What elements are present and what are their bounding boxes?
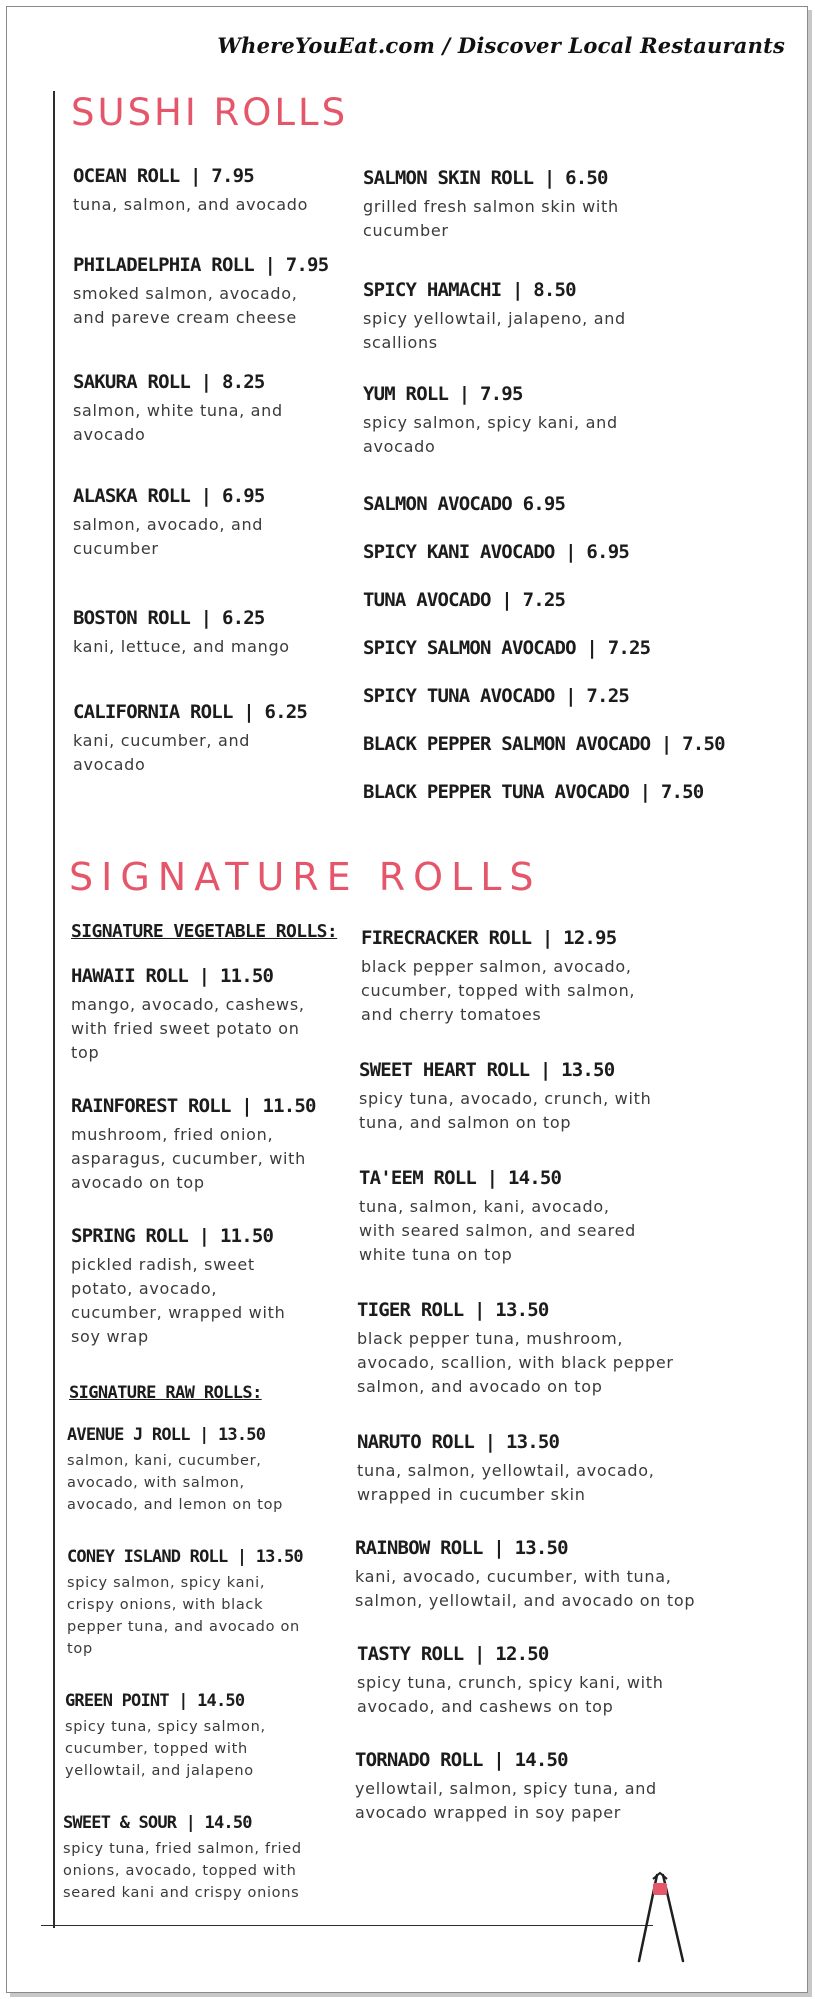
menu-item <box>73 701 308 777</box>
item-desc: kani, avocado, cucumber, with tuna, salmon, yellowtail, and avocado on top <box>355 1567 696 1610</box>
item-name: AVENUE J ROLL | 13.50 <box>67 1425 266 1445</box>
menu-item <box>363 493 565 515</box>
item-desc: spicy salmon, spicy kani, crispy onions, with black pepper tuna, and avocado on top <box>67 1575 300 1657</box>
menu-item <box>363 733 725 755</box>
menu-item <box>363 279 653 355</box>
item-desc: spicy yellowtail, jalapeno, and scallions <box>363 309 626 352</box>
item-desc: spicy tuna, crunch, spicy kani, with avocado, and cashews on top <box>357 1673 664 1716</box>
left-border-line <box>53 91 55 1928</box>
item-name: SALMON AVOCADO 6.95 <box>363 493 566 515</box>
item-name: BLACK PEPPER SALMON AVOCADO | 7.50 <box>363 733 725 755</box>
item-name: FIRECRACKER ROLL | 12.95 <box>361 927 617 949</box>
chopsticks-icon <box>633 1869 689 1965</box>
menu-item <box>73 254 333 330</box>
item-desc: kani, lettuce, and mango <box>73 637 290 656</box>
item-name: YUM ROLL | 7.95 <box>363 383 523 405</box>
item-desc: spicy tuna, fried salmon, fried onions, avocado, topped with seared kani and crispy onions <box>63 1841 302 1901</box>
item-name: CONEY ISLAND ROLL | 13.50 <box>67 1547 303 1567</box>
item-name: CALIFORNIA ROLL | 6.25 <box>73 701 308 723</box>
item-desc: spicy tuna, avocado, crunch, with tuna, and salmon on top <box>359 1089 652 1132</box>
item-name: HAWAII ROLL | 11.50 <box>71 965 274 987</box>
menu-item <box>73 165 348 217</box>
item-name: RAINBOW ROLL | 13.50 <box>355 1537 568 1559</box>
signature-rolls-title: SIGNATURE ROLLS <box>69 855 542 899</box>
menu-item <box>363 589 565 611</box>
item-name: TORNADO ROLL | 14.50 <box>355 1749 568 1771</box>
item-desc: mango, avocado, cashews, with fried sweet potato on top <box>71 995 305 1062</box>
item-name: OCEAN ROLL | 7.95 <box>73 165 254 187</box>
menu-item <box>357 1431 657 1507</box>
item-desc: kani, cucumber, and avocado <box>73 731 251 774</box>
item-name: SAKURA ROLL | 8.25 <box>73 371 265 393</box>
item-name: SWEET HEART ROLL | 13.50 <box>359 1059 615 1081</box>
item-name: TIGER ROLL | 13.50 <box>357 1299 549 1321</box>
menu-item <box>71 1225 311 1349</box>
site-header[interactable]: WhereYouEat.com / Discover Local Restaurants <box>217 33 785 58</box>
item-name: TASTY ROLL | 12.50 <box>357 1643 549 1665</box>
menu-page <box>6 6 808 1993</box>
menu-item <box>363 637 650 659</box>
item-desc: salmon, avocado, and cucumber <box>73 515 264 558</box>
menu-item <box>71 965 331 1065</box>
menu-item <box>361 927 661 1027</box>
menu-item <box>363 383 653 459</box>
item-name: TA'EEM ROLL | 14.50 <box>359 1167 562 1189</box>
menu-item <box>359 1167 649 1267</box>
item-name: PHILADELPHIA ROLL | 7.95 <box>73 254 329 276</box>
item-name: BLACK PEPPER TUNA AVOCADO | 7.50 <box>363 781 704 803</box>
item-name: TUNA AVOCADO | 7.25 <box>363 589 566 611</box>
sushi-rolls-title: SUSHI ROLLS <box>71 91 349 134</box>
menu-item <box>63 1813 323 1904</box>
item-name: NARUTO ROLL | 13.50 <box>357 1431 560 1453</box>
item-desc: smoked salmon, avocado, and pareve cream cheese <box>73 284 298 327</box>
menu-item <box>363 541 629 563</box>
menu-item <box>67 1547 317 1660</box>
menu-item <box>363 167 653 243</box>
item-desc: pickled radish, sweet potato, avocado, cucumber, wrapped with soy wrap <box>71 1255 286 1346</box>
menu-item <box>73 485 308 561</box>
menu-item <box>355 1537 705 1613</box>
item-name: ALASKA ROLL | 6.95 <box>73 485 265 507</box>
item-desc: yellowtail, salmon, spicy tuna, and avocado wrapped in soy paper <box>355 1779 657 1822</box>
item-desc: spicy tuna, spicy salmon, cucumber, topped with yellowtail, and jalapeno <box>65 1719 266 1779</box>
item-desc: black pepper tuna, mushroom, avocado, scallion, with black pepper salmon, and avocado on top <box>357 1329 674 1396</box>
raw-rolls-subhead: SIGNATURE RAW ROLLS: <box>69 1383 262 1403</box>
item-name: SPICY TUNA AVOCADO | 7.25 <box>363 685 629 707</box>
menu-item <box>67 1425 317 1516</box>
menu-item <box>357 1299 677 1399</box>
item-name: SPICY HAMACHI | 8.50 <box>363 279 576 301</box>
item-desc: tuna, salmon, yellowtail, avocado, wrapped in cucumber skin <box>357 1461 655 1504</box>
menu-item <box>357 1643 677 1719</box>
item-name: BOSTON ROLL | 6.25 <box>73 607 265 629</box>
menu-item <box>73 607 343 659</box>
menu-item <box>71 1095 326 1195</box>
item-name: SWEET & SOUR | 14.50 <box>63 1813 252 1833</box>
menu-item <box>359 1059 659 1135</box>
item-name: SPICY KANI AVOCADO | 6.95 <box>363 541 629 563</box>
menu-item <box>355 1749 675 1825</box>
menu-item <box>73 371 318 447</box>
menu-item <box>65 1691 305 1782</box>
item-name: SPICY SALMON AVOCADO | 7.25 <box>363 637 651 659</box>
item-name: SALMON SKIN ROLL | 6.50 <box>363 167 608 189</box>
bottom-border-line <box>41 1925 653 1926</box>
item-name: GREEN POINT | 14.50 <box>65 1691 245 1711</box>
item-desc: salmon, kani, cucumber, avocado, with salmon, avocado, and lemon on top <box>67 1453 284 1513</box>
item-name: SPRING ROLL | 11.50 <box>71 1225 274 1247</box>
menu-item <box>363 685 629 707</box>
item-desc: mushroom, fried onion, asparagus, cucumber, with avocado on top <box>71 1125 306 1192</box>
menu-item <box>363 781 703 803</box>
item-desc: salmon, white tuna, and avocado <box>73 401 283 444</box>
item-desc: tuna, salmon, and avocado <box>73 195 309 214</box>
item-desc: grilled fresh salmon skin with cucumber <box>363 197 619 240</box>
vegetable-rolls-subhead: SIGNATURE VEGETABLE ROLLS: <box>71 921 338 942</box>
item-name: RAINFOREST ROLL | 11.50 <box>71 1095 316 1117</box>
item-desc: tuna, salmon, kani, avocado, with seared salmon, and seared white tuna on top <box>359 1197 636 1264</box>
item-desc: black pepper salmon, avocado, cucumber, topped with salmon, and cherry tomatoes <box>361 957 636 1024</box>
item-desc: spicy salmon, spicy kani, and avocado <box>363 413 618 456</box>
